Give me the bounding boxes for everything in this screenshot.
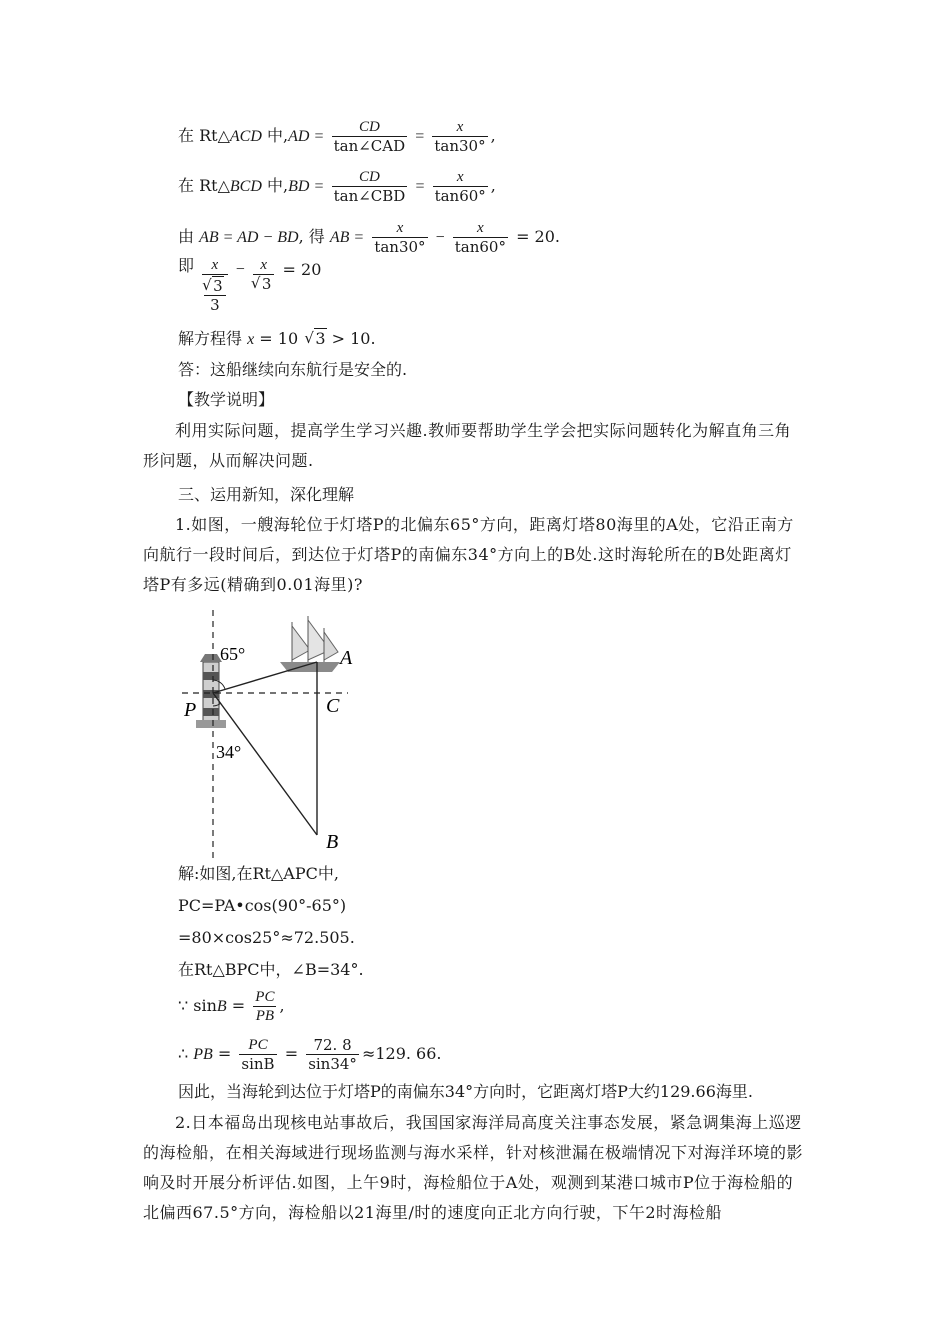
text: , 得 — [298, 227, 330, 246]
lhs: PB — [193, 1046, 213, 1063]
numerator: x — [477, 220, 484, 236]
numerator: x — [260, 257, 267, 273]
segment-PA — [213, 662, 317, 693]
inner-fraction — [204, 277, 226, 314]
lighthouse-ship-diagram — [180, 610, 360, 860]
label-C: C — [326, 695, 340, 717]
denominator: tan60° — [434, 187, 486, 205]
denominator: tan60° — [454, 238, 506, 256]
minus: − — [435, 229, 445, 246]
numerator: x — [456, 119, 464, 135]
text: 即 — [178, 256, 195, 275]
p1-conclusion: 因此，当海轮到达位于灯塔P的南偏东34°方向时，它距离灯塔P大约129.66海里. — [178, 1082, 753, 1101]
text: 在 Rt△ — [178, 176, 230, 195]
p1-solution-line-1: 解:如图,在Rt△APC中, — [178, 864, 339, 883]
numerator: x — [211, 257, 219, 273]
angle-label-34: 34° — [216, 742, 242, 762]
angle-label-65: 65° — [220, 644, 246, 664]
punct: , — [490, 126, 496, 145]
equals: = — [314, 128, 324, 145]
result: ≈129. 66. — [361, 1044, 442, 1063]
numerator: CD — [359, 169, 380, 185]
fraction — [253, 988, 276, 1025]
teaching-heading: 【教学说明】 — [178, 390, 275, 409]
label-A: A — [340, 647, 353, 669]
p1-solution-line-3: =80×cos25°≈72.505. — [178, 928, 355, 947]
text: > 10. — [326, 329, 376, 348]
denominator: tan30° — [434, 137, 486, 155]
radicand: 3 — [213, 277, 223, 295]
lhs: AD — [288, 128, 310, 145]
result: = 20. — [516, 227, 560, 246]
triangle-name: ACD — [229, 128, 262, 145]
section-heading: 三、运用新知，深化理解 — [178, 485, 355, 504]
fraction — [306, 1036, 359, 1073]
punct: , — [279, 996, 285, 1015]
solution-line-bd — [178, 168, 496, 205]
equals: = 10 — [254, 329, 299, 348]
fraction — [239, 1036, 276, 1073]
therefore-symbol: ∴ — [178, 1044, 194, 1063]
p1-solution-line-6 — [178, 1036, 442, 1073]
equals: = — [415, 128, 425, 145]
equals: = — [314, 178, 324, 195]
text: 由 — [178, 227, 200, 246]
numerator: CD — [358, 119, 380, 135]
equation: AB = AD − BD — [199, 229, 299, 246]
sqrt — [308, 329, 326, 349]
teaching-body: 利用实际问题，提高学生学习兴趣.教师要帮助学生学会把实际问题转化为解直角三角形问题，从而解决问题. — [143, 421, 792, 470]
radicand: 3 — [315, 329, 326, 348]
denominator: tan∠CAD — [333, 137, 406, 155]
fraction — [332, 118, 408, 155]
nested-fraction — [202, 256, 228, 314]
text: 解方程得 — [178, 329, 248, 348]
segment-PB — [213, 693, 317, 835]
radicand: 3 — [261, 275, 272, 293]
punct: , — [490, 176, 496, 195]
numerator: x — [396, 220, 404, 236]
variable: B — [216, 998, 227, 1015]
denominator — [202, 274, 228, 314]
numerator: PC — [255, 989, 275, 1005]
equals: = — [415, 178, 425, 195]
inner-denominator: 3 — [204, 295, 226, 314]
text: 中, — [261, 176, 289, 195]
lhs: BD — [288, 178, 310, 195]
numerator: x — [456, 169, 464, 185]
fraction — [253, 256, 275, 293]
lhs: AB = — [329, 229, 365, 246]
result: = 20 — [282, 260, 322, 279]
label-B: B — [326, 831, 339, 853]
sqrt — [255, 275, 273, 293]
denominator — [253, 274, 275, 293]
solution-line-equation — [178, 256, 321, 314]
equals: = — [226, 996, 246, 1015]
text: 在 Rt△ — [178, 126, 230, 145]
sqrt — [206, 277, 224, 295]
numerator: 72. 8 — [313, 1036, 352, 1054]
answer-line: 答：这船继续向东航行是安全的. — [178, 360, 408, 379]
denominator: sin34° — [308, 1055, 357, 1073]
label-P: P — [184, 699, 197, 721]
problem-1-text: 1.如图，一艘海轮位于灯塔P的北偏东65°方向，距离灯塔80海里的A处，它沿正南方向航行一段时间后，到达位于灯塔P的南偏东34°方向上的B处.这时海轮所在的B处距离灯塔P有多远(精确到0.01海里)? — [143, 515, 794, 594]
denominator: sinB — [241, 1055, 275, 1073]
triangle-name: BCD — [229, 178, 262, 195]
solution-line-result — [178, 329, 376, 350]
problem-2-text: 2.日本福岛出现核电站事故后，我国国家海洋局高度关注事态发展，紧急调集海上巡逻的海检船，在相关海域进行现场监测与海水采样，针对核泄漏在极端情况下对海洋环境的影响及时开展分析评估.如图，上午9时，海检船位于A处，观测到某港口城市P位于海检船的北偏西67.5°方向，海检船以21海里/时的速度向正北方向行驶，下午2时海检船 — [143, 1113, 804, 1222]
inner-numerator — [204, 277, 226, 295]
minus: − — [235, 261, 245, 278]
fraction — [332, 168, 408, 205]
equals: = — [284, 1044, 299, 1063]
denominator: PB — [253, 1006, 276, 1025]
denominator: tan30° — [374, 238, 426, 256]
p1-solution-line-4: 在Rt△BPC中，∠B=34°. — [178, 960, 364, 979]
denominator: tan∠CBD — [333, 187, 406, 205]
fraction — [372, 219, 427, 256]
variable: x — [247, 331, 255, 348]
solution-line-ab — [178, 219, 560, 256]
numerator: PC — [248, 1037, 268, 1053]
p1-solution-line-2: PC=PA•cos(90°-65°) — [178, 896, 347, 915]
p1-solution-line-5 — [178, 988, 285, 1025]
solution-line-ad — [178, 118, 496, 155]
fraction — [433, 168, 488, 205]
fraction — [453, 219, 508, 256]
text: 中, — [261, 126, 289, 145]
equals: = — [212, 1044, 232, 1063]
because-symbol: ∵ sin — [178, 996, 217, 1015]
fraction — [432, 118, 487, 155]
